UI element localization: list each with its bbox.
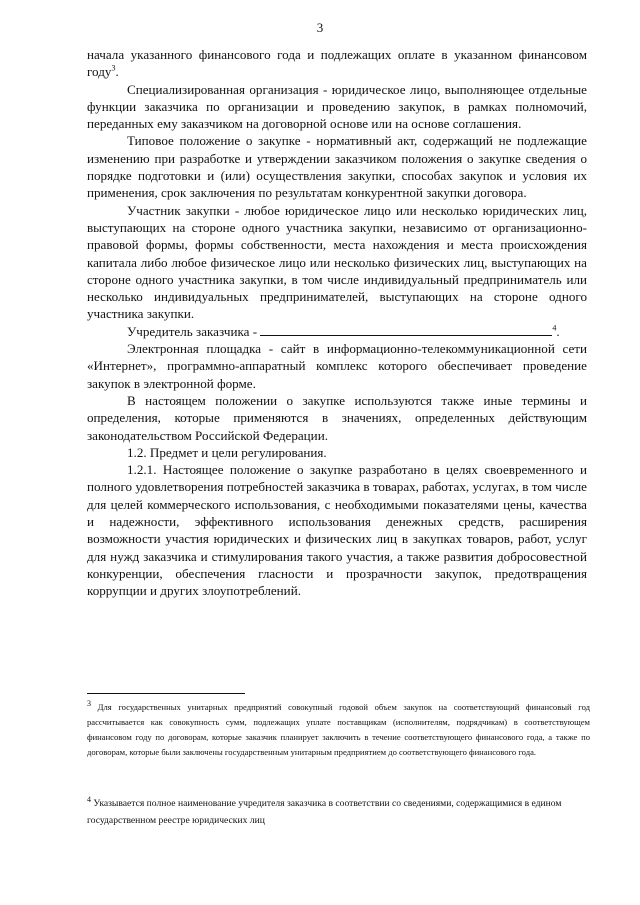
footnote-text: Указывается полное наименование учредителя заказчика в соответствии со сведениями, содержащимися в едином государственном реестре юридических лиц: [87, 798, 562, 826]
definition-standard-regulation: Типовое положение о закупке - нормативный акт, содержащий не подлежащие изменению при разработке и утверждении заказчиком положения о закупке сведения о порядке подготовки и (или) осуществления закупки, способах закупок и условия их применения, срок заключения по результатам конкурентной закупки договора.: [87, 133, 587, 201]
document-body: [87, 46, 587, 600]
footnote-marker-3: 3: [87, 699, 91, 709]
definition-customer-founder: [87, 323, 587, 340]
footnote-ref-4[interactable]: 4: [552, 323, 557, 333]
founder-blank-line: [260, 324, 552, 336]
paragraph-other-terms: В настоящем положении о закупке используются также иные термины и определения, которые применяются в значениях, определенных действующим законодательством Российской Федерации.: [87, 392, 587, 443]
footnote-separator: [87, 693, 245, 694]
definition-electronic-platform: Электронная площадка - сайт в информационно-телекоммуникационной сети «Интернет», программно-аппаратный комплекс которого обеспечивает проведение закупок в электронной форме.: [87, 341, 587, 391]
definition-specialized-organization: Специализированная организация - юридическое лицо, выполняющее отдельные функции заказчика по организации и проведению закупок, в рамках полномочий, переданных ему заказчиком на договорной основе или на основе соглашения.: [87, 81, 587, 132]
footnote-marker-4: 4: [87, 794, 91, 804]
paragraph-end: .: [115, 64, 119, 80]
definition-procurement-participant: Участник закупки - любое юридическое лицо или несколько юридических лиц, выступающих на стороне одного участника закупки, независимо от организационно-правовой формы, формы собственности, места нахождения и места происхождения капитала либо любое физическое лицо или несколько физических лиц, выступающих на стороне одного участника закупки, в том числе индивидуальный предприниматель или несколько индивидуальных предпринимателей, выступающих на стороне одного участника закупки.: [87, 202, 587, 322]
footnote-text: Для государственных унитарных предприятий совокупный годовой объем закупок на соответствующий финансовый год рассчитывается как совокупность сумм, подлежащих уплате поставщикам (исполнителям, подрядчикам) в соответствующем финансовом году по договорам, которые заказчик планирует заключить в течение соответствующего финансового года, а также по договорам, которые были заключены государственным унитарным предприятием до соответствующего финансового года.: [87, 702, 590, 757]
founder-label: Учредитель заказчика -: [127, 323, 261, 339]
page-number: 3: [316, 20, 324, 35]
paragraph-continuation: [87, 46, 587, 81]
clause-1-2-1: 1.2.1. Настоящее положение о закупке разработано в целях своевременного и полного удовлетворения потребностей заказчика в товарах, работах, услугах, в том числе для целей коммерческого использования, с необходимыми показателями цены, качества и надежности, эффективного использования денежных средств, расширения возможности участия юридических и физических лиц в закупках товаров, работ, услуг для нужд заказчика и стимулирования такого участия, а также развития добросовестной конкуренции, обеспечения гласности и прозрачности закупок, предотвращения коррупции и других злоупотреблений.: [87, 462, 587, 599]
footnote-ref-3[interactable]: 3: [111, 63, 116, 73]
paragraph-text: начала указанного финансового года и подлежащих оплате в указанном финансовом году: [87, 47, 587, 80]
section-heading-1-2: 1.2. Предмет и цели регулирования.: [127, 444, 327, 460]
footnote-3: [87, 700, 590, 760]
footnote-4: [87, 795, 590, 829]
paragraph-end: .: [556, 323, 560, 339]
